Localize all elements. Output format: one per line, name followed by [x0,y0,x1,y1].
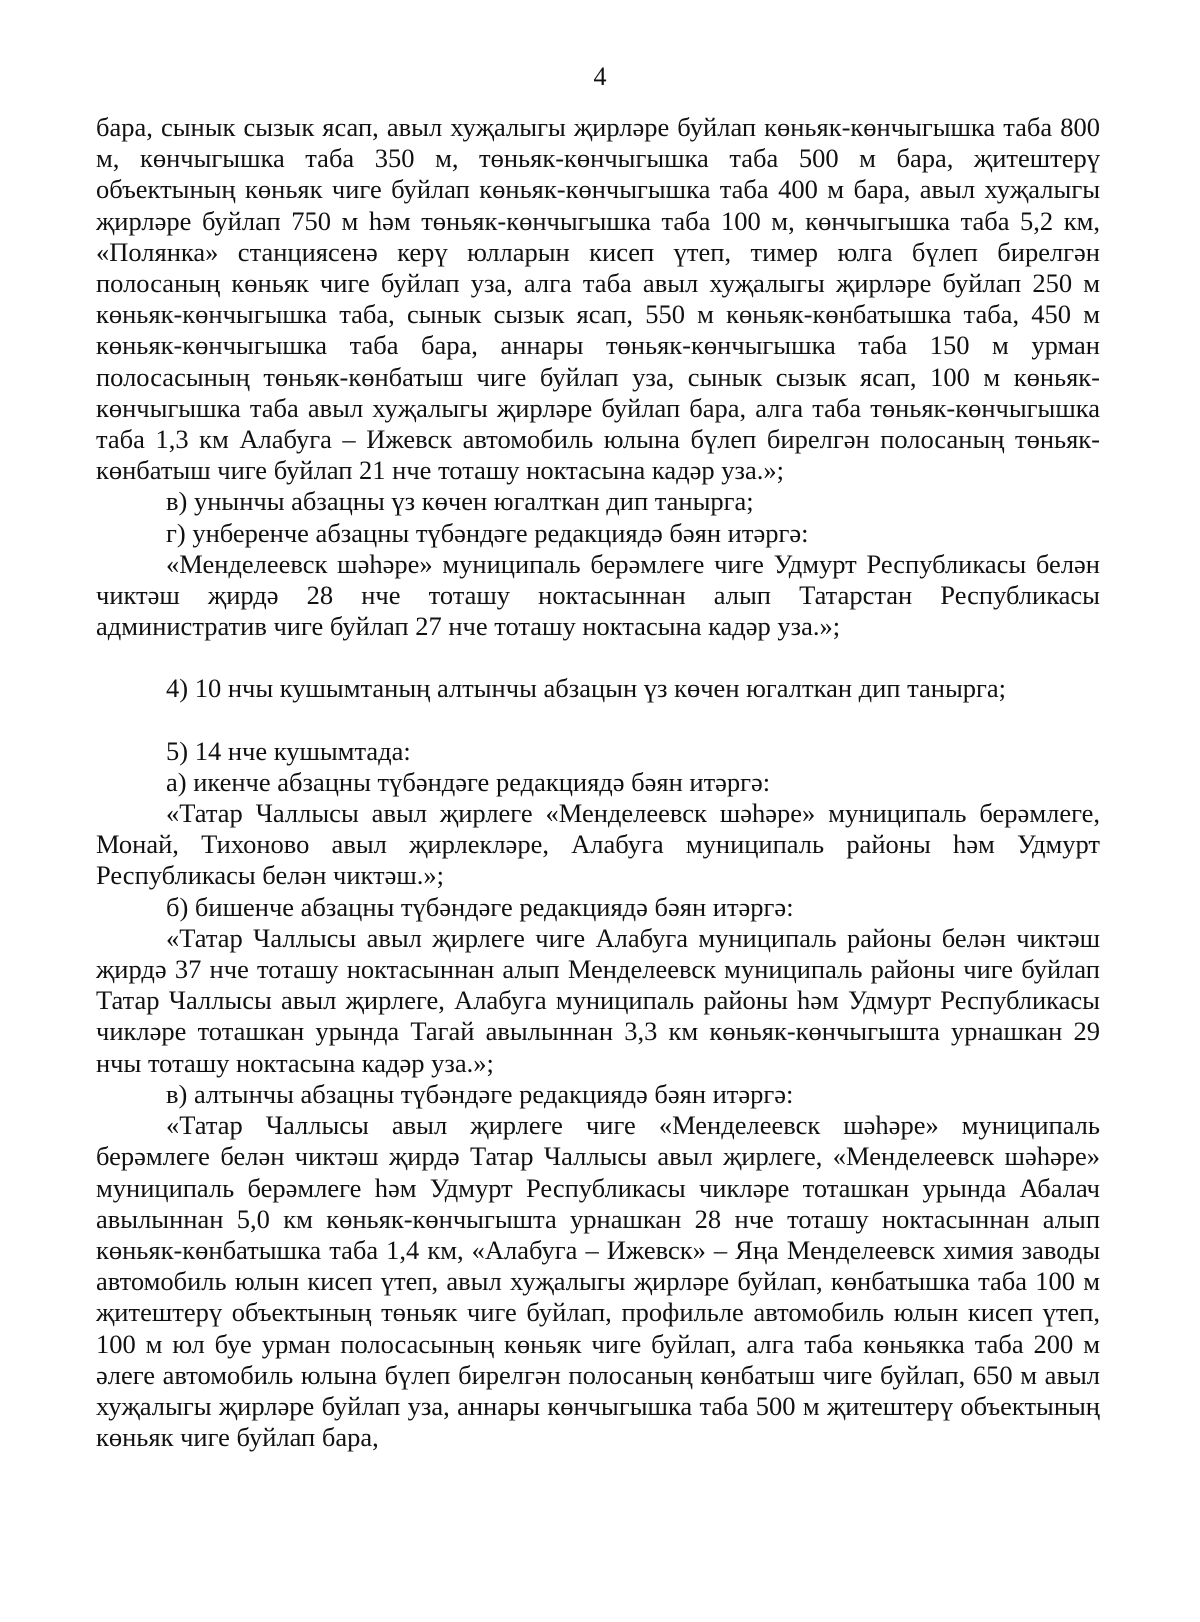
paragraph-item-v2: в) алтынчы абзацны түбәндәге редакциядә бәян итәргә: [166,1078,794,1109]
page-number: 4 [593,62,607,91]
paragraph-quote-tatar-challysy-3: «Татар Чаллысы авыл җирлеге чиге «Менделеевск шәһәре» муниципаль берәмлеге белән чиктәш җирдә Татар Чаллысы авыл җирлеге, «Менделеевск шәһәре» муниципаль берәмлеге һәм Удмурт Республикасы чикләре тоташкан урында Абалач авылыннан 5,0 км көньяк-көнчыгышта урнашкан 28 нче тоташу ноктасыннан алып көньяк-көнбатышка таба 1,4 км, «Алабуга – Ижевск» – Яңа Менделеевск химия заводы автомобиль юлын кисеп үтеп, авыл хуҗалыгы җирләре буйлап, көнбатышка таба 100 м җитештерү объектының төньяк чиге буйлап, профильле автомобиль юлын кисеп үтеп, 100 м юл буе урман полосасының көньяк чиге буйлап, алга таба көньякка таба 200 м әлеге автомобиль юлына бүлеп бирелгән полосаның көнбатыш чиге буйлап, 650 м авыл хуҗалыгы җирләре буйлап уза, аннары көнчыгышка таба 500 м җитештерү объектының көньяк чиге буйлап бара, [96,1110,1100,1453]
paragraph-item-a: а) икенче абзацны түбәндәге редакциядә бәян итәргә: [166,766,771,797]
paragraph-item-5: 5) 14 нче кушымтада: [166,735,411,766]
paragraph-quote-tatar-challysy-2: «Татар Чаллысы авыл җирлеге чиге Алабуга муниципаль районы белән чиктәш җирдә 37 нче тоташу ноктасыннан алып Менделеевск муниципаль районы чиге буйлап Татар Чаллысы авыл җирлеге, Алабуга муниципаль районы һәм Удмурт Республикасы чикләре тоташкан урында Тагай авылыннан 3,3 км көньяк-көнчыгышта урнашкан 29 нчы тоташу ноктасына кадәр уза.»; [96,922,1100,1078]
paragraph-quote-tatar-challysy-1: «Татар Чаллысы авыл җирлеге «Менделеевск шәһәре» муниципаль берәмлеге, Монай, Тихоново авыл җирлекләре, Алабуга муниципаль районы һәм Удмурт Республикасы белән чиктәш.»; [96,798,1100,891]
paragraph-item-g: г) унберенче абзацны түбәндәге редакциядә бәян итәргә: [166,517,809,548]
paragraph-item-4: 4) 10 нчы кушымтаның алтынчы абзацын үз көчен югалткан дип танырга; [166,673,1007,704]
paragraph-quote-mendeleevsk: «Менделеевск шәһәре» муниципаль берәмлеге чиге Удмурт Республикасы белән чиктәш җирдә 28 нче тоташу ноктасыннан алып Татарстан Республикасы административ чиге буйлап 27 нче тоташу ноктасына кадәр уза.»; [96,548,1100,642]
paragraph-item-b: б) бишенче абзацны түбәндәге редакциядә бәян итәргә: [166,891,794,922]
paragraph-continuation: бара, сынык сызык ясап, авыл хуҗалыгы җирләре буйлап көньяк-көнчыгышка таба 800 м, көнчыгышка таба 350 м, төньяк-көнчыгышка таба 500 м бара, җитештерү объектының көньяк чиге буйлап көньяк-көнчыгышка таба 400 м бара, авыл хуҗалыгы җирләре буйлап 750 м һәм төньяк-көнчыгышка таба 100 м, көнчыгышка таба 5,2 км, «Полянка» станциясенә керү юлларын кисеп үтеп, тимер юлга бүлеп бирелгән полосаның көньяк чиге буйлап уза, алга таба авыл хуҗалыгы җирләре буйлап 250 м көньяк-көнчыгышка таба, сынык сызык ясап, 550 м көньяк-көнбатышка таба, 450 м көньяк-көнчыгышка таба бара, аннары төньяк-көнчыгышка таба 150 м урман полосасының төньяк-көнбатыш чиге буйлап уза, сынык сызык ясап, 100 м көньяк-көнчыгышка таба авыл хуҗалыгы җирләре буйлап бара, алга таба төньяк-көнчыгышка таба 1,3 км Алабуга – Ижевск автомобиль юлына бүлеп бирелгән полосаның төньяк-көнбатыш чиге буйлап 21 нче тоташу ноктасына кадәр уза.»; [96,112,1100,486]
document-body [96,112,1100,1453]
paragraph-item-v: в) унынчы абзацны үз көчен югалткан дип танырга; [166,486,754,517]
